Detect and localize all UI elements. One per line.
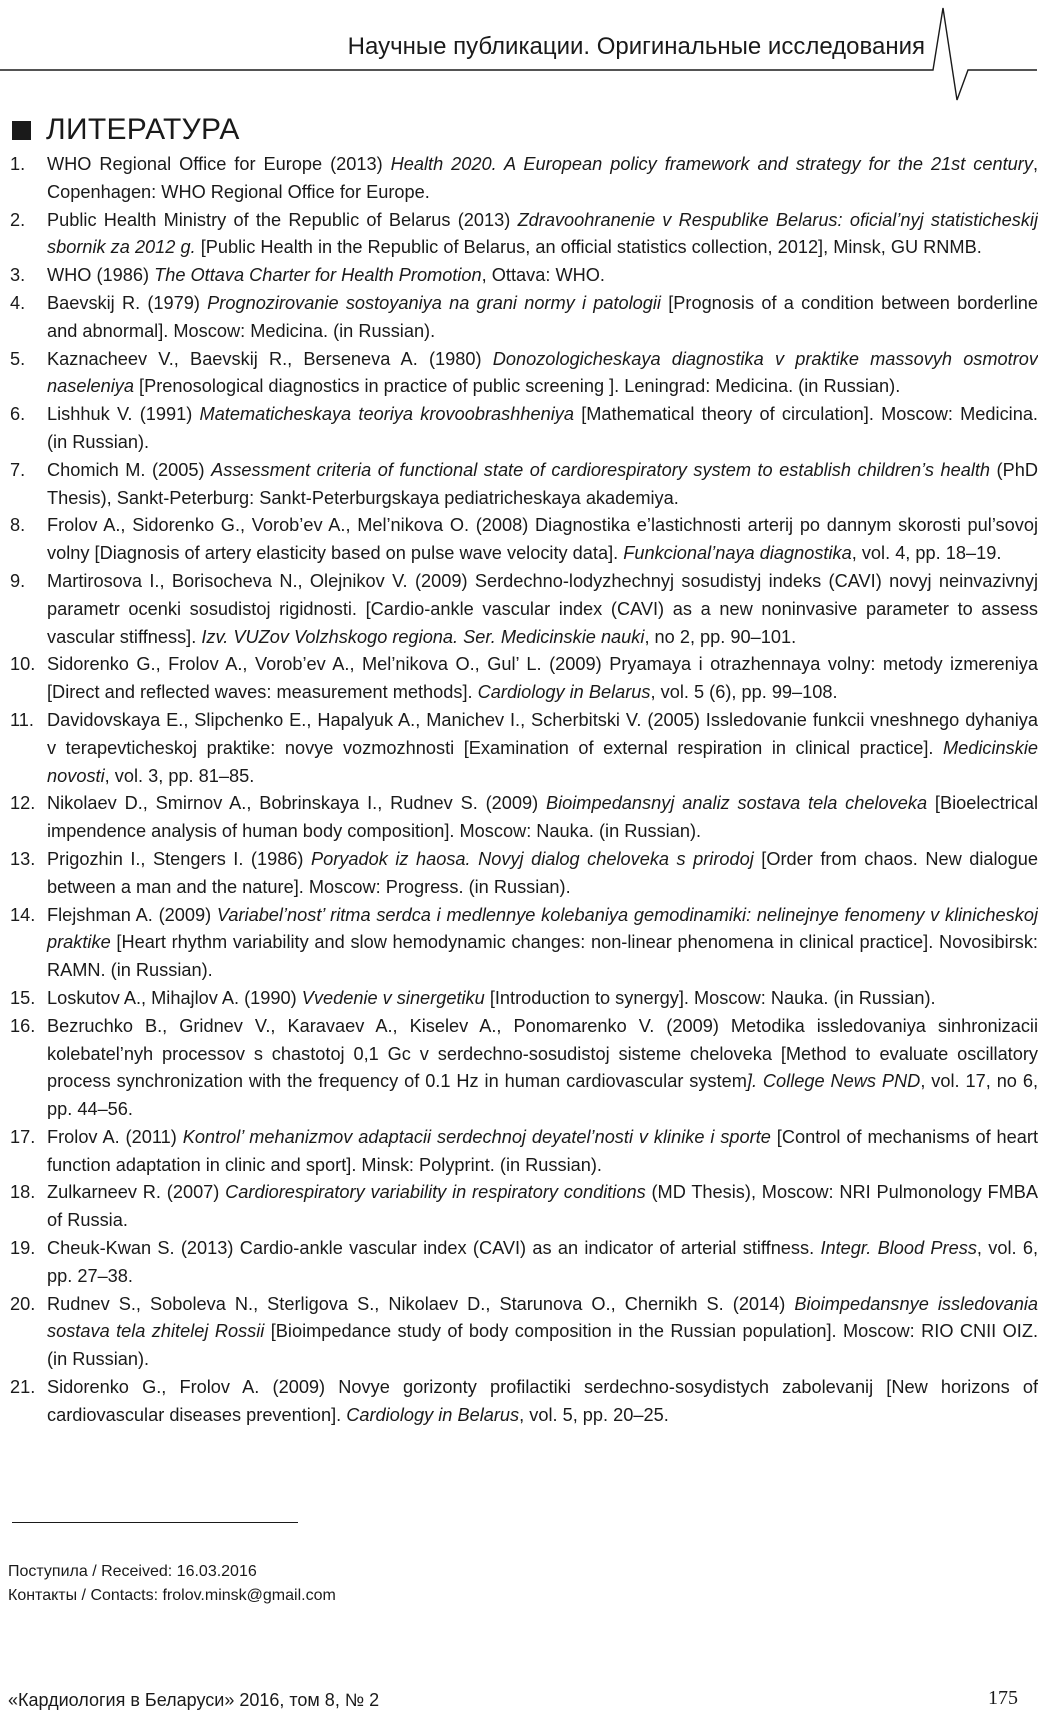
reference-title-italic: Integr. Blood Press: [820, 1238, 977, 1259]
reference-text-segment: , Ottava: WHO.: [481, 265, 605, 286]
reference-title-italic: Assessment criteria of functional state of cardiorespiratory system to establish children’s health: [211, 459, 991, 480]
reference-text: [47, 790, 1038, 846]
reference-text-segment: , vol. 3, pp. 81–85.: [104, 765, 255, 786]
reference-item: [10, 1235, 1038, 1291]
reference-number: 4.: [10, 292, 26, 313]
reference-text: [47, 457, 1038, 513]
reference-title-italic: Prognozirovanie sostoyaniya na grani normy i patologii: [207, 292, 661, 313]
reference-text-segment: WHO (1986): [47, 265, 155, 286]
reference-number: 6.: [10, 404, 26, 425]
reference-title-italic: Funkcional’naya diagnostika: [623, 543, 852, 564]
reference-number: 10.: [10, 654, 36, 675]
reference-title-italic: Bioimpedansnyj analiz sostava tela cheloveka: [545, 793, 928, 814]
reference-text: [47, 512, 1038, 568]
reference-text-segment: Flejshman A. (2009): [47, 904, 217, 925]
reference-text: [47, 1235, 1038, 1291]
reference-text-segment: [Heart rhythm variability and slow hemodynamic changes: non-linear phenomena in clinical practice]. Novosibirsk: RAMN. (in Russian).: [47, 932, 1038, 981]
reference-number: 2.: [10, 209, 26, 230]
reference-number: 13.: [10, 848, 36, 869]
reference-text: [47, 1374, 1038, 1430]
reference-text-segment: , vol. 5 (6), pp. 99–108.: [650, 682, 838, 703]
reference-text-segment: , vol. 17, no 6, pp. 44–56.: [47, 1071, 1038, 1120]
reference-number: 15.: [10, 987, 36, 1008]
reference-text: [47, 151, 1038, 207]
reference-title-italic: Donozologicheskaya diagnostika v praktike massovyh osmotrov naseleniya: [47, 348, 1038, 397]
reference-text-segment: Martirosova I., Borisocheva N., Olejnikov V. (2009) Serdechno-lodyzhechnyj sosudistyj indeks (CAVI) novyj neinvazivnyj parametr ocenki sosudistoj rigidnosti. [Cardio-ankle vascular index (CAVI) as a new noninvasive parameter to assess vascular stiffness].: [47, 570, 1038, 647]
footnote: [8, 1560, 336, 1608]
reference-list: [10, 151, 1038, 1430]
reference-item: [10, 790, 1038, 846]
reference-text: [47, 568, 1038, 651]
reference-number: 3.: [10, 265, 26, 286]
reference-text-segment: [Prenosological diagnostics in practice of public screening ]. Leningrad: Medicina. (in Russian).: [133, 376, 901, 397]
reference-item: [10, 1013, 1038, 1124]
reference-text: [47, 1291, 1038, 1374]
reference-text-segment: [Order from chaos. New dialogue between a man and the nature]. Moscow: Progress. (in Russian).: [47, 848, 1038, 897]
reference-text: [47, 207, 1038, 263]
reference-number: 5.: [10, 348, 26, 369]
reference-text-segment: Cheuk-Kwan S. (2013) Cardio-ankle vascular index (CAVI) as an indicator of arterial stiffness.: [47, 1238, 821, 1259]
reference-text-segment: [Bioelectrical impendence analysis of human body composition]. Moscow: Nauka. (in Russian).: [47, 793, 1038, 842]
reference-number: 18.: [10, 1182, 36, 1203]
reference-item: [10, 1291, 1038, 1374]
reference-text-segment: , vol. 5, pp. 20–25.: [519, 1404, 669, 1425]
reference-text-segment: Baevskij R. (1979): [47, 292, 208, 313]
reference-text-segment: Chomich M. (2005): [47, 459, 212, 480]
reference-text-segment: Bezruchko B., Gridnev V., Karavaev A., Kiselev A., Ponomarenko V. (2009) Metodika issledovaniya sinhronizacii kolebatel’nyh processov s chastotoj 0,1 Gc v serdechno-sosudistoj sisteme cheloveka [Method to evaluate oscillatory process synchronization with the frequency of 0.1 Hz in human cardiovascular system: [47, 1015, 1038, 1092]
reference-title-italic: Matematicheskaya teoriya krovoobrashheniya: [199, 404, 574, 425]
reference-text-segment: (MD Thesis), Moscow: NRI Pulmonology FMBA of Russia.: [47, 1182, 1038, 1231]
references-heading-text: ЛИТЕРАТУРА: [46, 113, 240, 146]
reference-text-segment: [Introduction to synergy]. Moscow: Nauka. (in Russian).: [484, 987, 936, 1008]
reference-title-italic: Zdravoohranenie v Respublike Belarus: oficial’nyj statisticheskij sbornik za 2012 g.: [47, 209, 1038, 258]
reference-number: 1.: [10, 154, 26, 174]
reference-title-italic: Vvedenie v sinergetiku: [301, 987, 485, 1008]
reference-text-segment: (PhD Thesis), Sankt-Peterburg: Sankt-Peterburgskaya pediatricheskaya akademiya.: [47, 459, 1038, 508]
reference-title-italic: Cardiorespiratory variability in respiratory conditions: [225, 1182, 646, 1203]
reference-item: [10, 346, 1038, 402]
reference-text-segment: [Control of mechanisms of heart function adaptation in clinic and sport]. Minsk: Polyprint. (in Russian).: [47, 1126, 1038, 1175]
reference-text: [47, 290, 1038, 346]
reference-title-italic: Medicinskie novosti: [47, 737, 1038, 786]
reference-number: 8.: [10, 515, 26, 536]
reference-text: [47, 707, 1038, 790]
reference-item: [10, 512, 1038, 568]
reference-text-segment: , Copenhagen: WHO Regional Office for Europe.: [47, 154, 1038, 202]
reference-item: [10, 401, 1038, 457]
reference-text: [47, 262, 1038, 290]
reference-title-italic: Kontrol’ mehanizmov adaptacii serdechnoj deyatel’nosti v klinike i sporte: [182, 1126, 771, 1147]
reference-text-segment: , no 2, pp. 90–101.: [644, 626, 797, 647]
reference-text-segment: Kaznacheev V., Baevskij R., Berseneva A. (1980): [47, 348, 493, 369]
reference-item: [10, 1179, 1038, 1235]
reference-text-segment: Loskutov A., Mihajlov A. (1990): [47, 987, 302, 1008]
reference-text-segment: [Bioimpedance study of body composition in the Russian population]. Moscow: RIO CNII OIZ. (in Russian).: [47, 1321, 1038, 1370]
reference-item: [10, 568, 1038, 651]
reference-title-italic: Poryadok iz haosa. Novyj dialog cheloveka s prirodoj: [311, 848, 754, 869]
reference-item: [10, 207, 1038, 263]
reference-text-segment: Frolov A. (2011): [47, 1126, 183, 1147]
contacts: Контакты / Contacts: frolov.minsk@gmail.com: [8, 1587, 336, 1604]
reference-item: [10, 707, 1038, 790]
square-bullet-icon: [12, 121, 31, 140]
reference-title-italic: ]. College News PND: [746, 1071, 921, 1092]
reference-number: 21.: [10, 1377, 36, 1398]
reference-text-segment: , vol. 6, pp. 27–38.: [47, 1238, 1038, 1286]
reference-title-italic: Izv. VUZov Volzhskogo regiona. Ser. Medicinskie nauki: [201, 626, 645, 647]
reference-text: [47, 1013, 1038, 1124]
reference-item: [10, 902, 1038, 985]
reference-text: [47, 1124, 1038, 1180]
reference-title-italic: Health 2020. A European policy framework and strategy for the 21st century: [390, 154, 1033, 174]
section-title: Научные публикации. Оригинальные исследования: [347, 33, 925, 60]
reference-text: [47, 985, 1038, 1013]
page-footer: [8, 1687, 1018, 1717]
reference-text-segment: Davidovskaya E., Slipchenko E., Hapalyuk A., Manichev I., Scherbitski V. (2005) Issledovanie funkcii vneshnego dyhaniya v terapevticheskoj praktike: novye vozmozhnosti [Examination of external respiration in clinical practice].: [47, 709, 1038, 758]
reference-text-segment: Public Health Ministry of the Republic of Belarus (2013): [47, 209, 518, 230]
reference-title-italic: Bioimpedansnye issledovania sostava tela zhitelej Rossii: [47, 1293, 1038, 1342]
reference-text-segment: Rudnev S., Soboleva N., Sterligova S., Nikolaev D., Starunova O., Chernikh S. (2014): [47, 1293, 795, 1314]
references-heading: [12, 113, 240, 147]
reference-number: 9.: [10, 570, 26, 591]
reference-text-segment: Lishhuk V. (1991): [47, 404, 200, 425]
reference-number: 12.: [10, 793, 36, 814]
reference-text-segment: Nikolaev D., Smirnov A., Bobrinskaya I., Rudnev S. (2009): [47, 793, 546, 814]
footnote-divider: [12, 1522, 298, 1523]
reference-text-segment: Zulkarneev R. (2007): [47, 1182, 226, 1203]
reference-item: [10, 290, 1038, 346]
reference-text: [47, 651, 1038, 707]
reference-item: [10, 651, 1038, 707]
reference-item: [10, 985, 1038, 1013]
reference-text: [47, 902, 1038, 985]
reference-item: [10, 1374, 1038, 1430]
page-header: [0, 0, 1037, 110]
received-date: Поступила / Received: 16.03.2016: [8, 1563, 257, 1580]
reference-text-segment: [Prognosis of a condition between borderline and abnormal]. Moscow: Medicina. (in Russian).: [47, 292, 1038, 341]
reference-number: 20.: [10, 1293, 36, 1314]
reference-title-italic: Variabel’nost’ ritma serdca i medlennye kolebaniya gemodinamiki: nelinejnye fenomeny v klinicheskoj praktike: [47, 904, 1038, 953]
reference-text-segment: [Public Health in the Republic of Belarus, an official statistics collection, 2012], Minsk, GU RNMB.: [195, 237, 982, 258]
reference-number: 17.: [10, 1126, 36, 1147]
reference-item: [10, 1124, 1038, 1180]
reference-text-segment: Sidorenko G., Frolov A., Vorob’ev A., Mel’nikova O., Gul’ L. (2009) Pryamaya i otrazhennaya volny: metody izmereniya [Direct and reflected waves: measurement methods].: [47, 654, 1038, 703]
reference-text-segment: [Mathematical theory of circulation]. Moscow: Medicina. (in Russian).: [47, 404, 1038, 452]
reference-item: [10, 262, 1038, 290]
reference-text: [47, 846, 1038, 902]
reference-item: [10, 846, 1038, 902]
reference-number: 16.: [10, 1015, 36, 1036]
reference-text-segment: , vol. 4, pp. 18–19.: [851, 543, 1002, 564]
reference-text: [47, 401, 1038, 457]
reference-number: 19.: [10, 1238, 36, 1259]
page-number: 175: [988, 1687, 1018, 1709]
reference-number: 14.: [10, 904, 36, 925]
reference-item: [10, 151, 1038, 207]
reference-text: [47, 346, 1038, 402]
reference-text: [47, 1179, 1038, 1235]
reference-text-segment: WHO Regional Office for Europe (2013): [47, 154, 391, 174]
journal-citation: «Кардиология в Беларуси» 2016, том 8, № 2: [8, 1690, 380, 1710]
reference-title-italic: The Ottava Charter for Health Promotion: [154, 265, 482, 286]
reference-number: 11.: [10, 709, 34, 730]
reference-text-segment: Prigozhin I., Stengers I. (1986): [47, 848, 311, 869]
reference-title-italic: Cardiology in Belarus: [477, 682, 651, 703]
reference-text-segment: Frolov A., Sidorenko G., Vorob’ev A., Mel’nikova O. (2008) Diagnostika e’lastichnosti arterij po dannym skorosti pul’sovoj volny [Diagnosis of artery elasticity based on pulse wave velocity data].: [47, 515, 1038, 564]
reference-title-italic: Cardiology in Belarus: [346, 1404, 520, 1425]
reference-number: 7.: [10, 459, 26, 480]
reference-item: [10, 457, 1038, 513]
reference-text-segment: Sidorenko G., Frolov A. (2009) Novye gorizonty profilactiki serdechno-sosydistych zabolevanij [New horizons of cardiovascular diseases prevention].: [47, 1377, 1038, 1425]
